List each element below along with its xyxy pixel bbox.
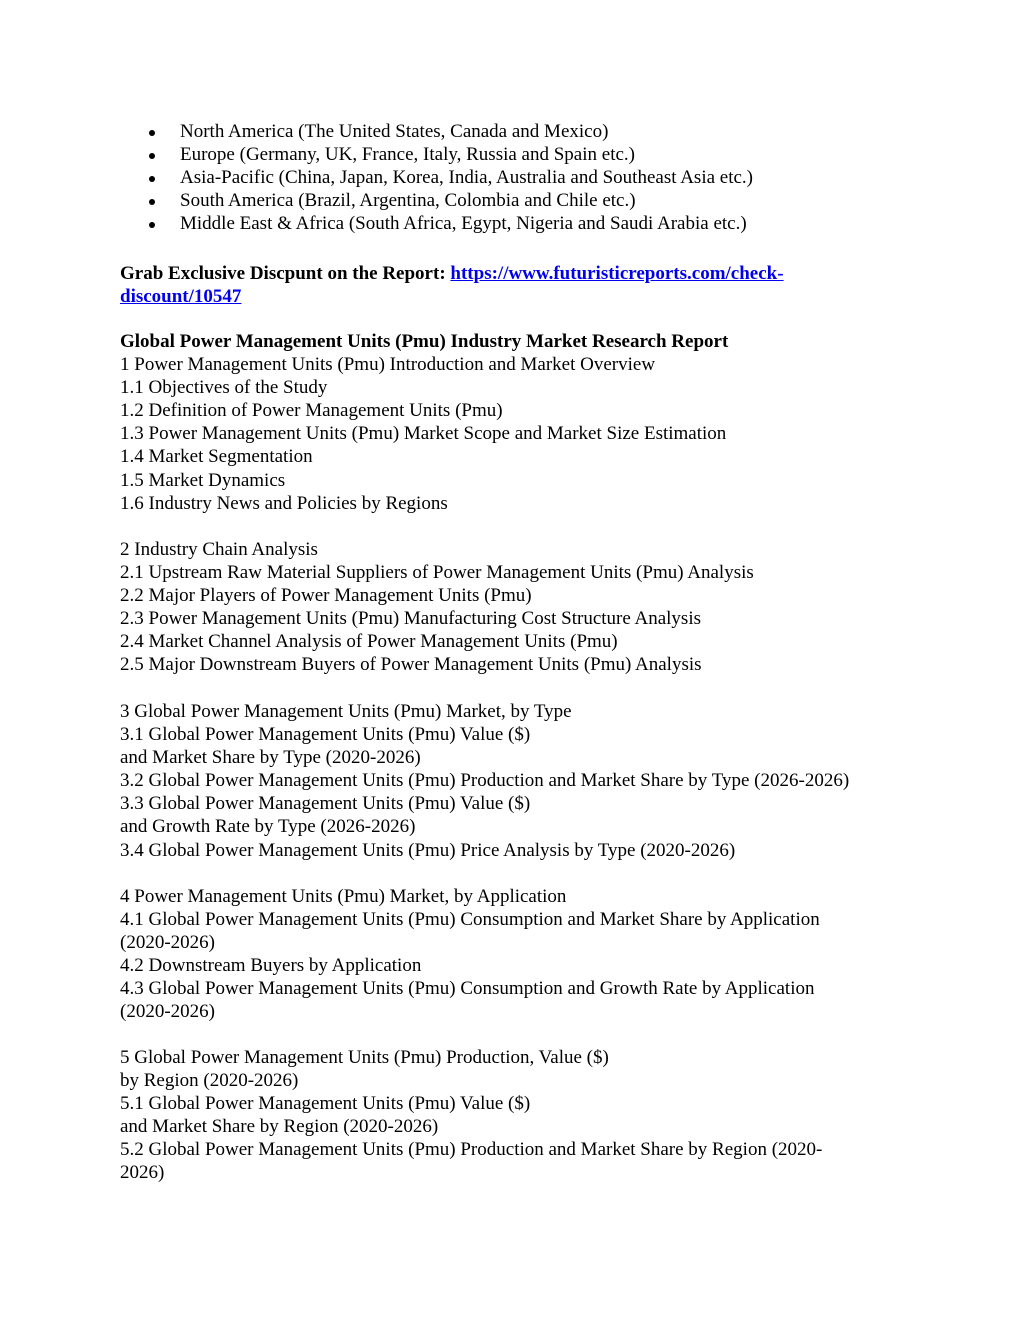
- region-list-item: [120, 166, 753, 189]
- toc-line: 1.6 Industry News and Policies by Regions: [120, 492, 448, 514]
- toc-section-3: [120, 700, 910, 862]
- region-list-item: [120, 143, 753, 166]
- bullet-icon: [149, 130, 155, 136]
- toc-line: 3.3 Global Power Management Units (Pmu) Value ($): [120, 793, 531, 815]
- toc-section-4: [120, 885, 910, 1024]
- region-list-item: [120, 212, 753, 235]
- bullet-icon: [149, 222, 155, 228]
- toc-line: 2.3 Power Management Units (Pmu) Manufacturing Cost Structure Analysis: [120, 608, 702, 630]
- discount-link-part-2[interactable]: discount/10547: [120, 286, 242, 308]
- toc-line: 2.5 Major Downstream Buyers of Power Management Units (Pmu) Analysis: [120, 654, 702, 676]
- toc-line: 4.2 Downstream Buyers by Application: [120, 955, 422, 977]
- toc-line: 3.2 Global Power Management Units (Pmu) Production and Market Share by Type (2026-2026): [120, 770, 850, 792]
- toc-line: 3 Global Power Management Units (Pmu) Market, by Type: [120, 701, 572, 722]
- toc-line: 1 Power Management Units (Pmu) Introduction and Market Overview: [120, 354, 656, 376]
- toc-line: and Market Share by Type (2020-2026): [120, 747, 421, 769]
- toc-line: 2.2 Major Players of Power Management Units (Pmu): [120, 585, 532, 607]
- region-text: North America (The United States, Canada and Mexico): [180, 121, 609, 142]
- bullet-icon: [149, 176, 155, 182]
- region-list-item: [120, 120, 753, 143]
- toc-line: 4.1 Global Power Management Units (Pmu) Consumption and Market Share by Application: [120, 909, 820, 931]
- toc-line: (2020-2026): [120, 1001, 215, 1023]
- region-bullet-list: [120, 120, 753, 235]
- discount-link-part-1[interactable]: https://www.futuristicreports.com/check-: [450, 263, 784, 284]
- toc-line: 2.4 Market Channel Analysis of Power Management Units (Pmu): [120, 631, 618, 653]
- discount-line: [120, 262, 910, 285]
- discount-paragraph: [120, 262, 910, 308]
- bullet-icon: [149, 199, 155, 205]
- toc-line: 3.4 Global Power Management Units (Pmu) Price Analysis by Type (2020-2026): [120, 839, 736, 861]
- toc-line: 1.4 Market Segmentation: [120, 446, 313, 468]
- toc-line: and Growth Rate by Type (2026-2026): [120, 816, 416, 838]
- toc-line: 2 Industry Chain Analysis: [120, 539, 318, 560]
- toc-line: 3.1 Global Power Management Units (Pmu) Value ($): [120, 724, 531, 746]
- toc-section-5: [120, 1046, 910, 1185]
- toc-title: Global Power Management Units (Pmu) Industry Market Research Report: [120, 331, 729, 352]
- toc-section-2: [120, 538, 910, 677]
- bullet-icon: [149, 153, 155, 159]
- discount-label: Grab Exclusive Discpunt on the Report:: [120, 263, 451, 284]
- toc-line: by Region (2020-2026): [120, 1070, 299, 1092]
- toc-line: 5.1 Global Power Management Units (Pmu) Value ($): [120, 1093, 531, 1115]
- discount-line: [120, 285, 910, 308]
- region-text: Middle East & Africa (South Africa, Egypt, Nigeria and Saudi Arabia etc.): [180, 213, 747, 235]
- toc-line: 2026): [120, 1162, 165, 1184]
- region-text: South America (Brazil, Argentina, Colombia and Chile etc.): [180, 190, 636, 212]
- toc-line: 1.3 Power Management Units (Pmu) Market Scope and Market Size Estimation: [120, 423, 727, 445]
- region-text: Europe (Germany, UK, France, Italy, Russia and Spain etc.): [180, 144, 635, 166]
- toc-line: (2020-2026): [120, 932, 215, 954]
- region-list-item: [120, 189, 753, 212]
- toc-line: 5 Global Power Management Units (Pmu) Production, Value ($): [120, 1047, 609, 1068]
- toc-line: 1.2 Definition of Power Management Units (Pmu): [120, 400, 503, 422]
- toc-line: 4 Power Management Units (Pmu) Market, by Application: [120, 886, 567, 907]
- region-text: Asia-Pacific (China, Japan, Korea, India, Australia and Southeast Asia etc.): [180, 167, 753, 189]
- toc-line: 4.3 Global Power Management Units (Pmu) Consumption and Growth Rate by Application: [120, 978, 815, 1000]
- toc-line: and Market Share by Region (2020-2026): [120, 1116, 439, 1138]
- toc-line: 1.1 Objectives of the Study: [120, 377, 328, 399]
- toc-line: 1.5 Market Dynamics: [120, 469, 286, 491]
- toc-line: 2.1 Upstream Raw Material Suppliers of Power Management Units (Pmu) Analysis: [120, 562, 754, 584]
- toc-section-1: [120, 330, 910, 515]
- toc-line: 5.2 Global Power Management Units (Pmu) Production and Market Share by Region (2020-: [120, 1139, 823, 1161]
